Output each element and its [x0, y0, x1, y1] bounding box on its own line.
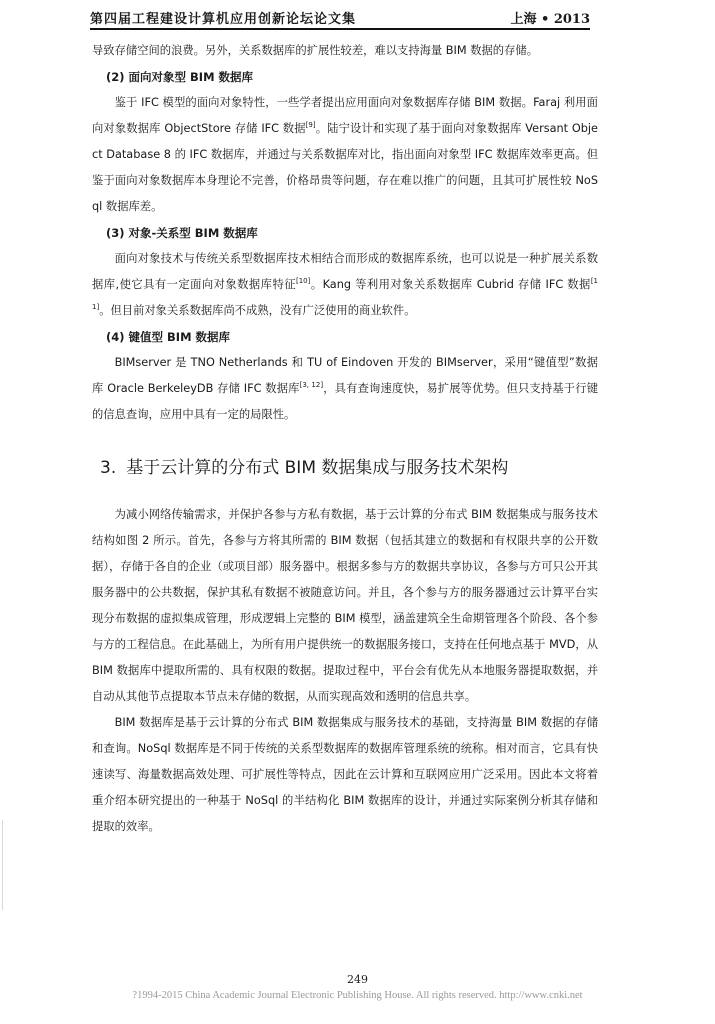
text-span: 面向对象技术与传统关系型数据库技术相结合而形成的数据库系统，也可以说是一种扩展关系数据库,使它具有一定面向对象数据库特征 [92, 252, 598, 291]
journal-title: 第四届工程建设计算机应用创新论坛论文集 [90, 12, 357, 27]
text-span: ，具有查询速度快，易扩展等优势。但只支持基于行键的信息查询，应用中具有一定的局限性。 [92, 382, 598, 421]
text-span: 。陆宁设计和实现了基于面向对象数据库 Versant Object Database 8 的 IFC 数据库，并通过与关系数据库对比，指出面向对象型 IFC 数据库效率更高。但鉴于面向对象数据库本身理论不完善，价格昂贵等问题，存在难以推广的问题，且其可扩展性较 NoSql 数据库差。 [92, 122, 598, 213]
running-header [90, 6, 590, 30]
text-span: 。Kang 等利用对象关系数据库 Cubrid 存储 IFC 数据 [310, 278, 591, 291]
scan-edge-mark [2, 820, 3, 910]
citation: [10] [295, 277, 311, 286]
section-number: 3. [100, 458, 117, 478]
section-heading [100, 456, 598, 480]
subheading-object-relational: (3) 对象-关系型 BIM 数据库 [106, 226, 258, 240]
paragraph-nosql: BIM 数据库是基于云计算的分布式 BIM 数据集成与服务技术的基础，支持海量 BIM 数据的存储和查询。NoSql 数据库是不同于传统的关系型数据库的数据库管理系统的统称。相对而言，它具有快速读写、海量数据高效处理、可扩展性等特点，因此在云计算和互联网应用广泛采用。因此本文将着重介绍本研究提出的一种基于 NoSql 的半结构化 BIM 数据库的设计，并通过实际案例分析其存储和提取的效率。 [92, 716, 598, 833]
location-year: 上海 • 2013 [510, 12, 590, 27]
paragraph-intro: 导致存储空间的浪费。另外，关系数据库的扩展性较差，难以支持海量 BIM 数据的存储。 [92, 44, 538, 57]
paragraph-object-relational [92, 246, 598, 324]
subheading-object-oriented: (2) 面向对象型 BIM 数据库 [106, 70, 254, 84]
copyright-footer: ?1994-2015 China Academic Journal Electronic Publishing House. All rights reserved. http://www.cnki.net [132, 990, 583, 1001]
citation: [3, 12] [299, 381, 324, 390]
citation: [9] [305, 121, 316, 130]
text-span: BIMserver 是 TNO Netherlands 和 TU of Eindoven 开发的 BIMserver，采用“键值型”数据库 Oracle BerkeleyDB 存储 IFC 数据库 [92, 356, 598, 395]
text-span: 鉴于 IFC 模型的面向对象特性，一些学者提出应用面向对象数据库存储 BIM 数据。Faraj 利用面向对象数据库 ObjectStore 存储 IFC 数据 [92, 96, 598, 135]
text-span: 。但目前对象关系数据库尚不成熟，没有广泛使用的商业软件。 [99, 304, 416, 317]
paragraph-key-value [92, 350, 598, 428]
section-title: 基于云计算的分布式 BIM 数据集成与服务技术架构 [126, 458, 509, 478]
paragraph-architecture: 为减小网络传输需求，并保护各参与方私有数据，基于云计算的分布式 BIM 数据集成与服务技术结构如图 2 所示。首先，各参与方将其所需的 BIM 数据（包括其建立的数据和有权限共享的公开数据），存储于各自的企业（或项目部）服务器中。根据多参与方的数据共享协议，各参与方可只公开其服务器中的公共数据，保护其私有数据不被随意访问。并且，各个参与方的服务器通过云计算平台实现分布数据的虚拟集成管理，形成逻辑上完整的 BIM 模型，涵盖建筑全生命期管理各个阶段、各个参与方的工程信息。在此基础上，为所有用户提供统一的数据服务接口，支持在任何地点基于 MVD，从 BIM 数据库中提取所需的、具有权限的数据。提取过程中，平台会有优先从本地服务器提取数据，并自动从其他节点提取本节点未存储的数据，从而实现高效和透明的信息共享。 [92, 508, 598, 703]
page-body [92, 38, 598, 840]
paragraph-object-oriented [92, 90, 598, 220]
subheading-key-value: (4) 键值型 BIM 数据库 [106, 330, 231, 344]
citation: [11] [92, 277, 599, 312]
page-number: 249 [347, 973, 368, 986]
